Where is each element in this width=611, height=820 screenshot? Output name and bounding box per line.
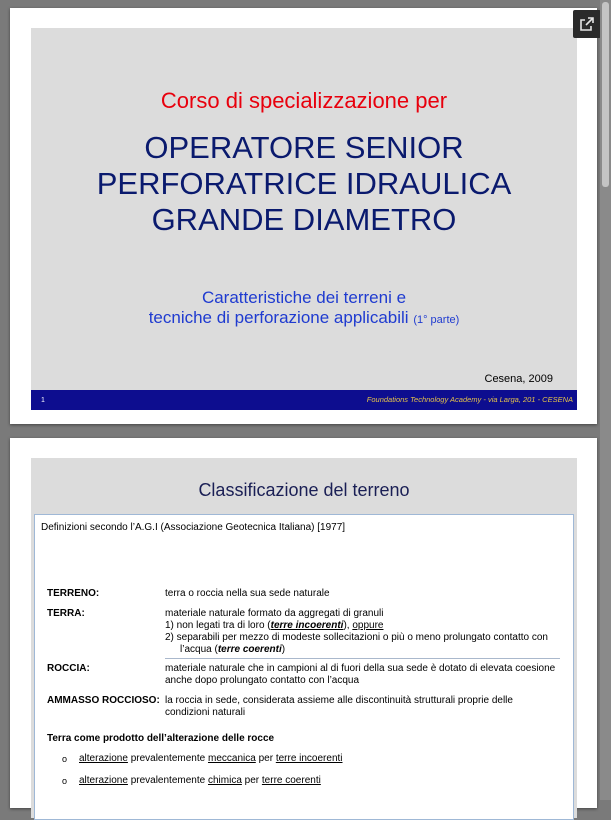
description-line: Caratteristiche dei terreni e	[201, 288, 407, 307]
open-in-new-icon	[579, 16, 595, 32]
vertical-scrollbar[interactable]	[600, 0, 611, 800]
description-line	[31, 308, 577, 330]
term-terra: TERRA:	[47, 608, 85, 619]
course-title	[31, 130, 577, 238]
bullet-word: terre coerenti	[261, 775, 321, 786]
item-text: l’acqua (	[180, 644, 218, 655]
divider	[165, 658, 560, 659]
title-slide	[31, 28, 577, 410]
terra-item-2: 2) separabili per mezzo di modeste sollecitazioni o più o meno prolungato contatto con	[165, 632, 548, 643]
open-in-new-button[interactable]	[573, 10, 601, 38]
item-text: oppure	[352, 620, 384, 631]
bullet-item-2	[79, 775, 321, 786]
bullet-text: prevalentemente	[127, 775, 208, 786]
slide-title: Classificazione del terreno	[198, 480, 410, 500]
document-page-2	[10, 438, 597, 808]
slide-footer	[31, 390, 577, 410]
bullet-marker: o	[62, 754, 68, 764]
bullet-word: chimica	[207, 775, 242, 786]
item-text: ),	[343, 620, 353, 631]
bullet-marker: o	[62, 776, 68, 786]
title-line: GRANDE DIAMETRO	[151, 202, 457, 237]
definitions-intro: Definizioni secondo l’A.G.I (Associazione Geotecnica Italiana) [1977]	[41, 522, 346, 533]
description-text: tecniche di perforazione applicabili	[148, 308, 409, 327]
terra-item-2-cont	[180, 644, 285, 655]
item-emphasis: terre coerenti	[217, 644, 282, 655]
footer-text: Foundations Technology Academy - via Larga, 201 - CESENA	[366, 395, 573, 404]
definition-terreno: terra o roccia nella sua sede naturale	[165, 588, 330, 599]
section-title: Terra come prodotto dell’alterazione delle rocce	[47, 733, 275, 744]
definition-roccia-2: anche dopo prolungato contatto con l’acqua	[165, 675, 360, 686]
bullet-word: alterazione	[79, 775, 128, 786]
title-line: PERFORATRICE IDRAULICA	[96, 166, 512, 201]
part-label: (1° parte)	[413, 314, 460, 326]
page-number: 1	[41, 397, 45, 404]
item-emphasis: terre incoerenti	[270, 620, 344, 631]
date-label: Cesena, 2009	[484, 373, 553, 385]
bullet-word: meccanica	[207, 753, 256, 764]
definition-ammasso-2: condizioni naturali	[165, 707, 246, 718]
definition-terra: materiale naturale formato da aggregati di granuli	[165, 608, 384, 619]
scrollbar-thumb[interactable]	[602, 2, 609, 187]
definition-roccia-1: materiale naturale che in campioni al di fuori della sua sede è dotato di elevata coesione	[165, 663, 556, 674]
bullet-text: per	[241, 775, 262, 786]
bullet-item-1	[79, 753, 343, 764]
bullet-text: prevalentemente	[127, 753, 208, 764]
title-line: OPERATORE SENIOR	[144, 130, 464, 165]
classification-slide	[31, 458, 577, 818]
term-terreno: TERRENO:	[47, 588, 100, 599]
definitions-box	[34, 514, 574, 820]
bullet-word: terre incoerenti	[275, 753, 343, 764]
course-label: Corso di specializzazione per	[160, 88, 448, 113]
terra-item-1	[165, 620, 383, 631]
term-roccia: ROCCIA:	[47, 663, 90, 674]
slide-description	[31, 288, 577, 330]
bullet-word: alterazione	[79, 753, 128, 764]
term-ammasso-roccioso: AMMASSO ROCCIOSO:	[47, 695, 160, 706]
document-page-1	[10, 8, 597, 424]
definition-ammasso-1: la roccia in sede, considerata assieme alle discontinuità strutturali proprie delle	[165, 695, 513, 706]
item-text: )	[281, 644, 286, 655]
item-text: 1) non legati tra di loro (	[165, 620, 271, 631]
bullet-text: per	[255, 753, 276, 764]
